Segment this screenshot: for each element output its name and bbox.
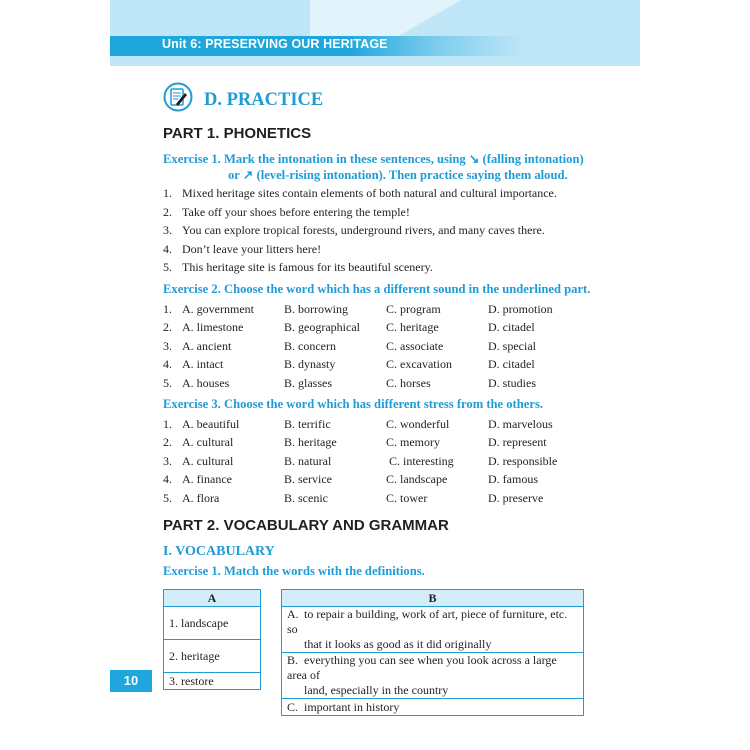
notebook-pencil-icon [163, 82, 193, 112]
section-title: D. PRACTICE [204, 90, 324, 110]
definition-line: to repair a building, work of art, piece of furniture, etc. so [287, 607, 568, 636]
option-d: D. marvelous [488, 417, 553, 431]
table-row [163, 302, 603, 318]
option-a: A. cultural [182, 435, 234, 449]
row-number: 1. [163, 417, 172, 431]
item-text: This heritage site is famous for its beautiful scenery. [182, 260, 433, 274]
row-number: 4. [163, 357, 172, 371]
option-d: D. represent [488, 435, 547, 449]
option-b: B. glasses [284, 376, 332, 390]
option-a: A. houses [182, 376, 230, 390]
item-number: 2. [163, 205, 172, 219]
definition-cell [282, 699, 584, 716]
header-decoration [310, 0, 640, 36]
table-row [163, 417, 603, 433]
table-row [163, 435, 603, 451]
table-row [163, 320, 603, 336]
option-a: A. government [182, 302, 254, 316]
option-c: C. interesting [389, 454, 454, 468]
matching-table-b [281, 589, 584, 716]
row-number: 2. [163, 320, 172, 334]
definition-line: that it looks as good as it did originally [304, 637, 492, 651]
table-row [163, 339, 603, 355]
row-number: 2. [163, 435, 172, 449]
option-d: D. citadel [488, 320, 535, 334]
definition-letter: A. [287, 607, 299, 621]
option-b: B. heritage [284, 435, 337, 449]
item-text: Mixed heritage sites contain elements of both natural and cultural importance. [182, 186, 557, 200]
word-cell: 1. landscape [164, 607, 261, 640]
option-b: B. service [284, 472, 332, 486]
option-c: C. horses [386, 376, 431, 390]
option-a: A. flora [182, 491, 220, 505]
option-b: B. scenic [284, 491, 328, 505]
option-c: C. landscape [386, 472, 448, 486]
definition-letter: C. [287, 699, 299, 714]
option-a: A. beautiful [182, 417, 240, 431]
option-b: B. dynasty [284, 357, 336, 371]
item-text: You can explore tropical forests, underground rivers, and many caves there. [182, 223, 545, 237]
definition-line: land, especially in the country [304, 683, 449, 697]
option-d: D. promotion [488, 302, 553, 316]
table-row [163, 376, 603, 392]
row-number: 3. [163, 454, 172, 468]
word-cell: 3. restore [164, 673, 261, 690]
row-number: 4. [163, 472, 172, 486]
option-b: B. borrowing [284, 302, 348, 316]
definition-letter: B. [287, 653, 299, 667]
option-a: A. ancient [182, 339, 232, 353]
page-number: 10 [110, 670, 152, 692]
part2-title: PART 2. VOCABULARY AND GRAMMAR [163, 517, 449, 534]
vocab-ex1-title: Exercise 1. Match the words with the definitions. [163, 564, 425, 578]
option-d: D. famous [488, 472, 538, 486]
table-row [163, 454, 603, 470]
row-number: 1. [163, 302, 172, 316]
option-d: D. citadel [488, 357, 535, 371]
option-c: C. tower [386, 491, 428, 505]
item-number: 1. [163, 186, 172, 200]
option-d: D. special [488, 339, 536, 353]
option-c: C. memory [386, 435, 440, 449]
option-c: C. associate [386, 339, 444, 353]
table-row [163, 357, 603, 373]
table-row [163, 472, 603, 488]
option-c: C. program [386, 302, 441, 316]
item-number: 4. [163, 242, 172, 256]
definition-cell [282, 607, 584, 653]
row-number: 5. [163, 376, 172, 390]
item-text: Don’t leave your litters here! [182, 242, 322, 256]
option-d: D. preserve [488, 491, 544, 505]
ex1-title-line2: or ↗ (level-rising intonation). Then practice saying them aloud. [228, 168, 568, 182]
option-c: C. heritage [386, 320, 439, 334]
vocabulary-heading: I. VOCABULARY [163, 544, 275, 559]
option-b: B. terrific [284, 417, 331, 431]
definition-cell [282, 653, 584, 699]
option-a: A. limestone [182, 320, 244, 334]
column-a-header: A [164, 590, 261, 607]
unit-title: Unit 6: PRESERVING OUR HERITAGE [162, 37, 388, 51]
option-a: A. finance [182, 472, 232, 486]
word-cell: 2. heritage [164, 640, 261, 673]
ex1-title-line1: Exercise 1. Mark the intonation in these sentences, using ↘ (falling intonation) [163, 152, 584, 166]
option-b: B. geographical [284, 320, 360, 334]
definition-line: important in history [304, 699, 400, 714]
ex3-title: Exercise 3. Choose the word which has different stress from the others. [163, 397, 543, 411]
item-number: 5. [163, 260, 172, 274]
item-number: 3. [163, 223, 172, 237]
table-row [163, 491, 603, 507]
row-number: 5. [163, 491, 172, 505]
definition-line: everything you can see when you look across a large area of [287, 653, 557, 682]
part1-title: PART 1. PHONETICS [163, 125, 312, 142]
option-b: B. concern [284, 339, 336, 353]
option-b: B. natural [284, 454, 332, 468]
option-d: D. studies [488, 376, 536, 390]
option-d: D. responsible [488, 454, 558, 468]
option-a: A. cultural [182, 454, 234, 468]
row-number: 3. [163, 339, 172, 353]
ex2-title: Exercise 2. Choose the word which has a different sound in the underlined part. [163, 282, 591, 296]
option-a: A. intact [182, 357, 224, 371]
column-b-header: B [282, 590, 584, 607]
matching-table-a [163, 589, 261, 690]
option-c: C. wonderful [386, 417, 450, 431]
item-text: Take off your shoes before entering the temple! [182, 205, 410, 219]
option-c: C. excavation [386, 357, 452, 371]
